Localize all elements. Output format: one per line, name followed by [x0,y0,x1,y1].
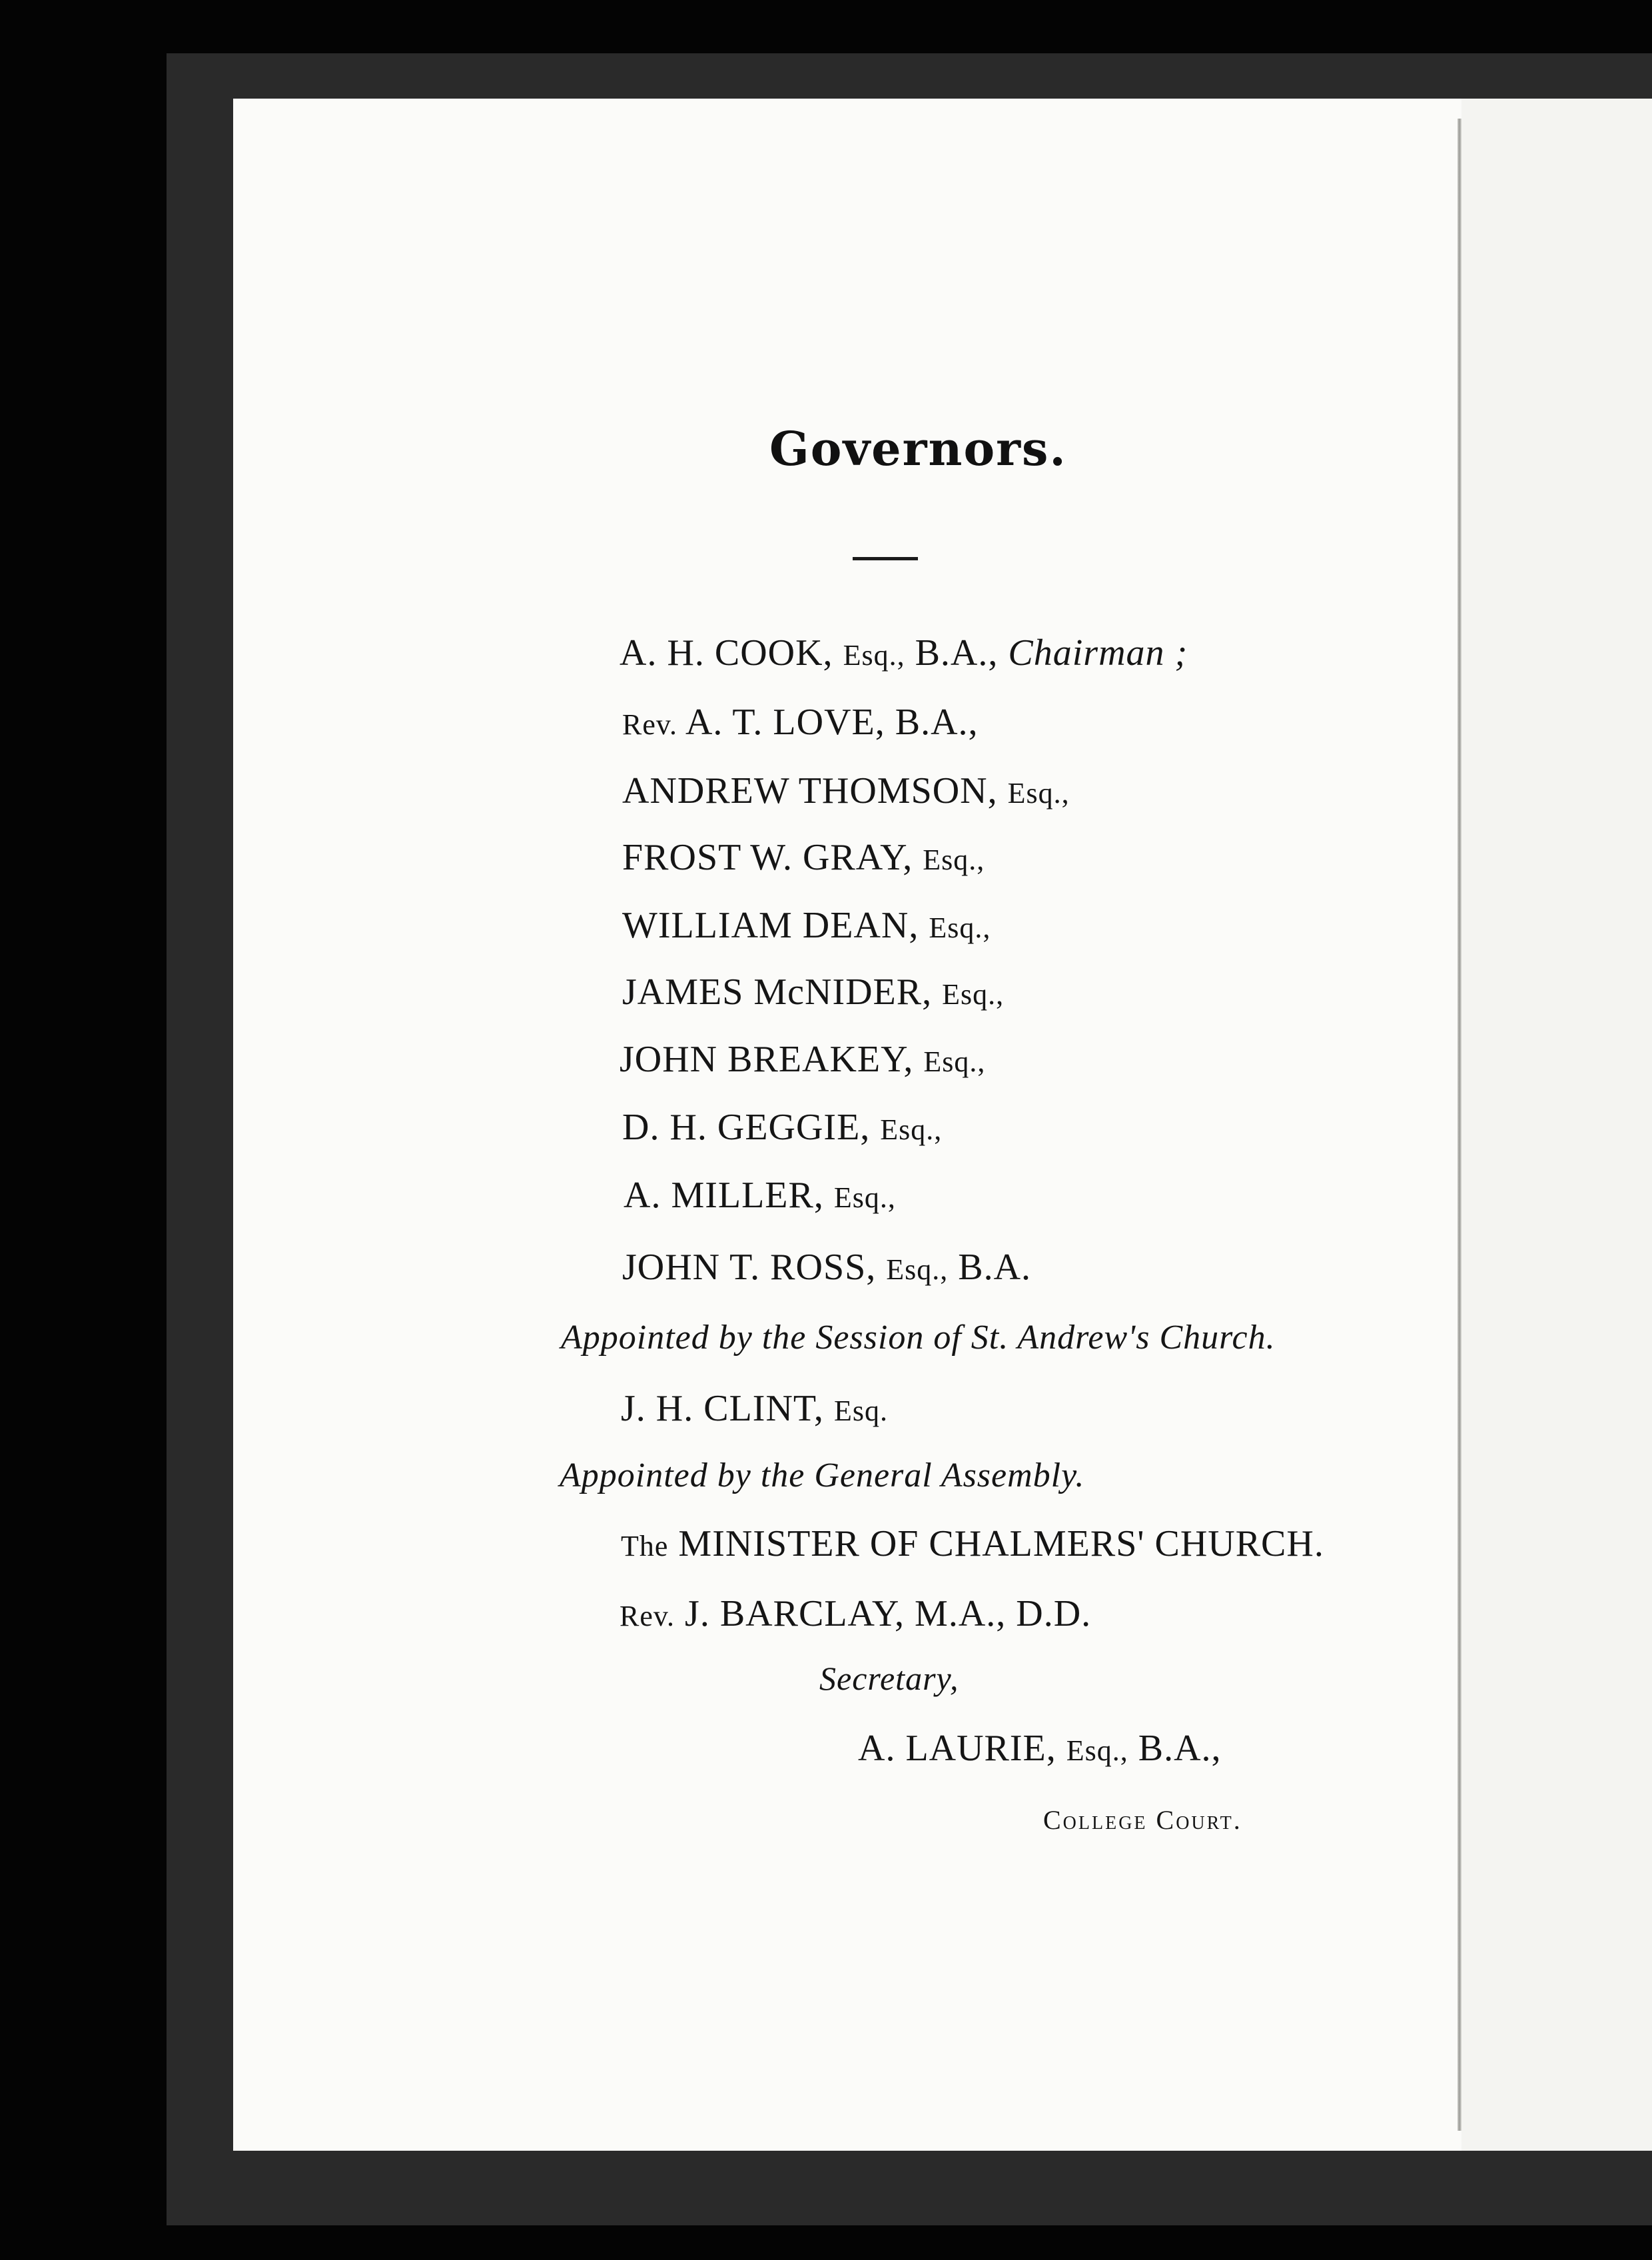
member-line [622,1106,942,1149]
member-title: Esq., [880,1113,943,1146]
member-name: J. BARCLAY, M.A., D.D. [685,1593,1092,1634]
page-fold-line [1457,119,1461,2131]
member-title: Esq., [833,1181,896,1214]
member-line [622,904,991,947]
member-title: Esq., [923,844,985,876]
member-name: A. MILLER, [623,1175,824,1216]
member-name: MINISTER OF CHALMERS' CHURCH. [678,1523,1324,1564]
member-line [623,1174,896,1217]
secretary-title: Esq., [1066,1734,1128,1767]
member-title: Esq. [833,1395,888,1427]
member-title: Rev. [620,1600,675,1632]
title-rule [853,557,918,560]
member-name: WILLIAM DEAN, [622,905,919,946]
member-name: A. T. LOVE, B.A., [685,702,979,743]
facing-page-edge [1461,99,1652,2151]
member-line [622,836,985,879]
member-name: ANDREW THOMSON, [622,770,998,812]
member-name: D. H. GEGGIE, [622,1107,871,1148]
member-title: Esq., [923,1045,986,1078]
page-title: Governors. [769,421,1067,476]
member-name: JOHN T. ROSS, [622,1247,877,1288]
member-role: Chairman ; [1008,632,1188,674]
member-line [622,1246,1031,1289]
session-member-line [621,1387,888,1430]
assembly-member-line [620,1592,1091,1635]
member-suffix: B.A. [958,1247,1032,1288]
member-prefix: The [621,1530,669,1562]
assembly-note: Appointed by the General Assembly. [560,1456,1085,1494]
member-title: Esq., [886,1253,949,1286]
member-title: Esq., [942,978,1005,1011]
member-title: Esq., [843,639,905,672]
secretary-label: Secretary, [819,1660,959,1697]
member-title: Esq., [1007,777,1070,810]
member-suffix: B.A., [915,632,999,674]
secretary-name: A. LAURIE, [858,1728,1056,1769]
member-line [620,1038,985,1081]
secretary-suffix: B.A., [1138,1728,1222,1769]
address: College Court. [1043,1805,1242,1835]
member-name: A. H. COOK, [620,632,833,674]
member-name: JAMES McNIDER, [622,971,933,1013]
member-line [620,632,1188,674]
member-name: FROST W. GRAY, [622,837,913,878]
document-page [233,99,1652,2151]
member-line [622,971,1004,1013]
member-name: J. H. CLINT, [621,1388,824,1429]
secretary-line [858,1727,1222,1770]
member-line [622,770,1070,812]
member-name: JOHN BREAKEY, [620,1039,914,1080]
member-line [622,701,979,744]
session-note: Appointed by the Session of St. Andrew's Church. [561,1319,1276,1357]
assembly-member-line [621,1522,1324,1565]
member-title: Rev. [622,708,678,741]
member-title: Esq., [929,911,991,944]
